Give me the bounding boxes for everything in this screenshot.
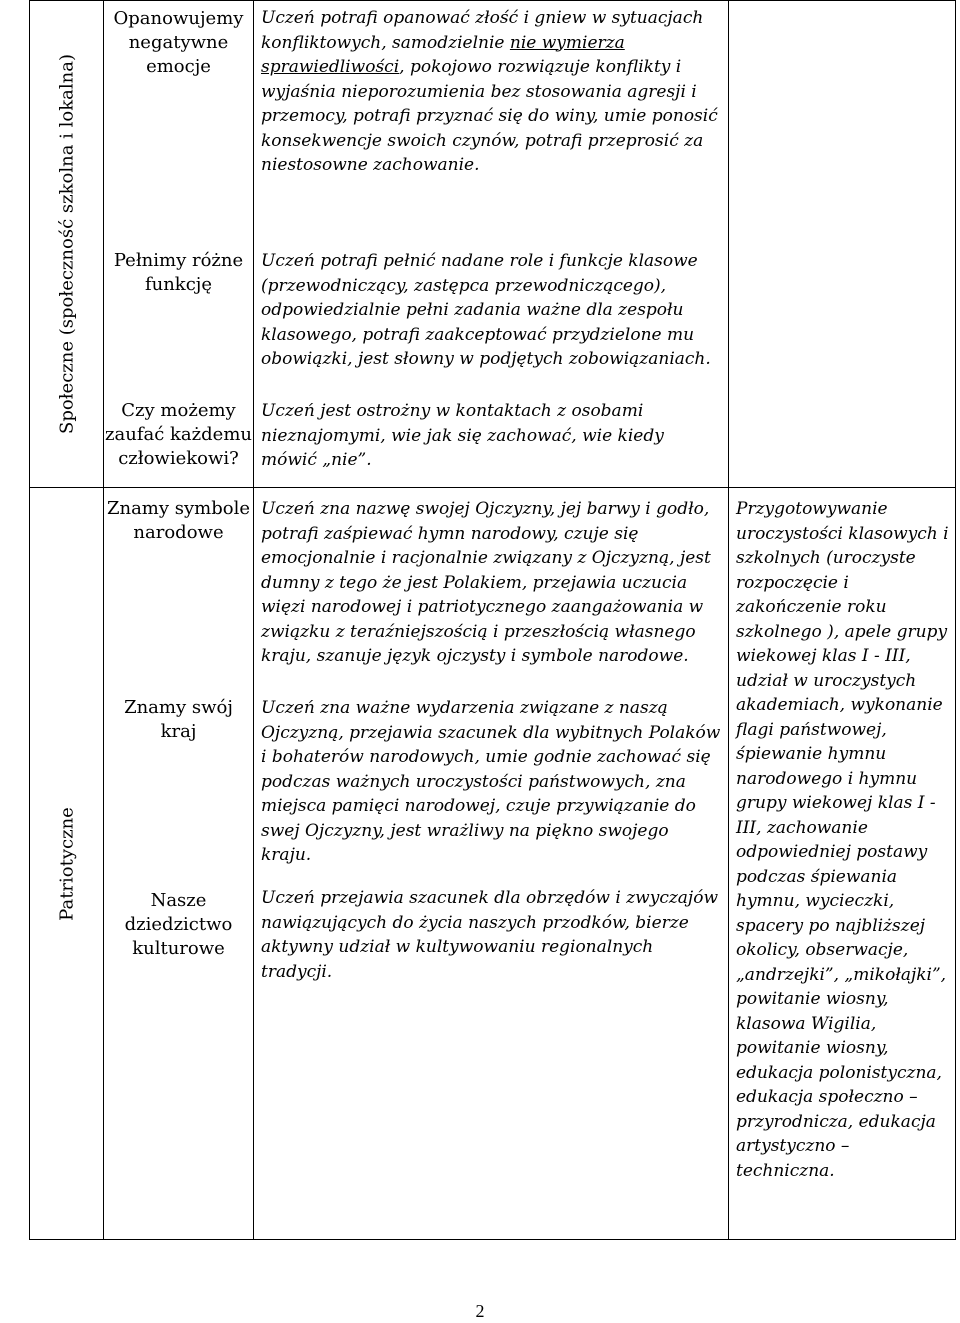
activities-text: Przygotowywanie uroczystości klasowych i szkolnych (uroczyste rozpoczęcie i zakończenie roku szkolnego ), apele grupy wiekowej klas I - III, udział w uroczystych akademiach, wykonanie flagi państwowej, śpiewanie hymnu narodowego i hymnu grupy wiekowej klas I - III, zachowanie odpowiedniej postawy podczas śpiewania hymnu, wycieczki, spacery po najbliższej okolicy, obserwacje, „andrzejki”, „mikołajki”, powitanie wiosny, klasowa Wigilia, powitanie wiosny, edukacja polonistyczna, edukacja społeczno – przyrodnicza, edukacja artystyczno – techniczna. (736, 499, 949, 1181)
topic-symbols: Znamy symbole narodowe (106, 498, 251, 543)
desc-heritage: Uczeń przejawia szacunek dla obrzędów i zwyczajów nawiązujących do życia naszych przodków, bierze aktywny udział w kultywowaniu regionalnych tradycji. (261, 888, 718, 982)
patriotic-section-label: Patriotyczne (56, 806, 77, 921)
social-descriptions-cell (254, 1, 729, 488)
topic-roles: Pełnimy różne funkcję (113, 250, 244, 295)
topic-emotions: Opanowujemy negatywne emocje (113, 8, 244, 77)
patriotic-section-row (30, 488, 956, 1240)
desc-emotions: Uczeń potrafi opanować złość i gniew w sytuacjach konfliktowych, samodzielnie nie wymierza sprawiedliwości, pokojowo rozwiązuje konflikty i wyjaśnia nieporozumienia bez stosowania agresji i przemocy, potrafi przyznać się do winy, umie ponosić konsekwencje swoich czynów, potrafi przeprosić za niestosowne zachowanie. (261, 8, 718, 175)
social-activities-cell (729, 1, 956, 488)
document-table (29, 0, 956, 1240)
social-section-label: Społeczne (społeczność szkolna i lokalna) (56, 54, 77, 434)
page-number: 2 (475, 1301, 485, 1321)
patriotic-descriptions-cell (254, 488, 729, 1240)
desc-symbols: Uczeń zna nazwę swojej Ojczyzny, jej barwy i godło, potrafi zaśpiewać hymn narodowy, czuje się emocjonalnie i racjonalnie związany z Ojczyzną, jest dumny z tego że jest Polakiem, przejawia uczucia więzi narodowej i patriotycznego zaangażowania w związku z teraźniejszością i przeszłością własnego kraju, szanuje język ojczysty i symbole narodowe. (261, 499, 711, 666)
patriotic-section-label-cell (30, 488, 104, 1240)
patriotic-activities-cell (729, 488, 956, 1240)
topic-heritage: Nasze dziedzictwo kulturowe (124, 890, 233, 959)
patriotic-topics-cell (104, 488, 254, 1240)
topic-trust: Czy możemy zaufać każdemu człowiekowi? (105, 400, 252, 469)
desc-roles: Uczeń potrafi pełnić nadane role i funkcje klasowe (przewodniczący, zastępca przewodniczącego), odpowiedzialnie pełni zadania ważne dla zespołu klasowego, potrafi zaakceptować przydzielone mu obowiązki, jest słowny w podjętych zobowiązaniach. (261, 251, 711, 369)
desc-trust: Uczeń jest ostrożny w kontaktach z osobami nieznajomymi, wie jak się zachować, wie kiedy mówić „nie”. (261, 401, 664, 470)
social-section-label-cell (30, 1, 104, 488)
social-topics-cell (104, 1, 254, 488)
social-section-row (30, 1, 956, 488)
desc-country: Uczeń zna ważne wydarzenia związane z naszą Ojczyzną, przejawia szacunek dla wybitnych Polaków i bohaterów narodowych, umie godnie zachować się podczas ważnych uroczystości państwowych, zna miejsca pamięci narodowej, czuje przywiązanie do swej Ojczyzny, jest wrażliwy na piękno swojego kraju. (261, 698, 721, 865)
topic-country: Znamy swój kraj (124, 697, 233, 742)
